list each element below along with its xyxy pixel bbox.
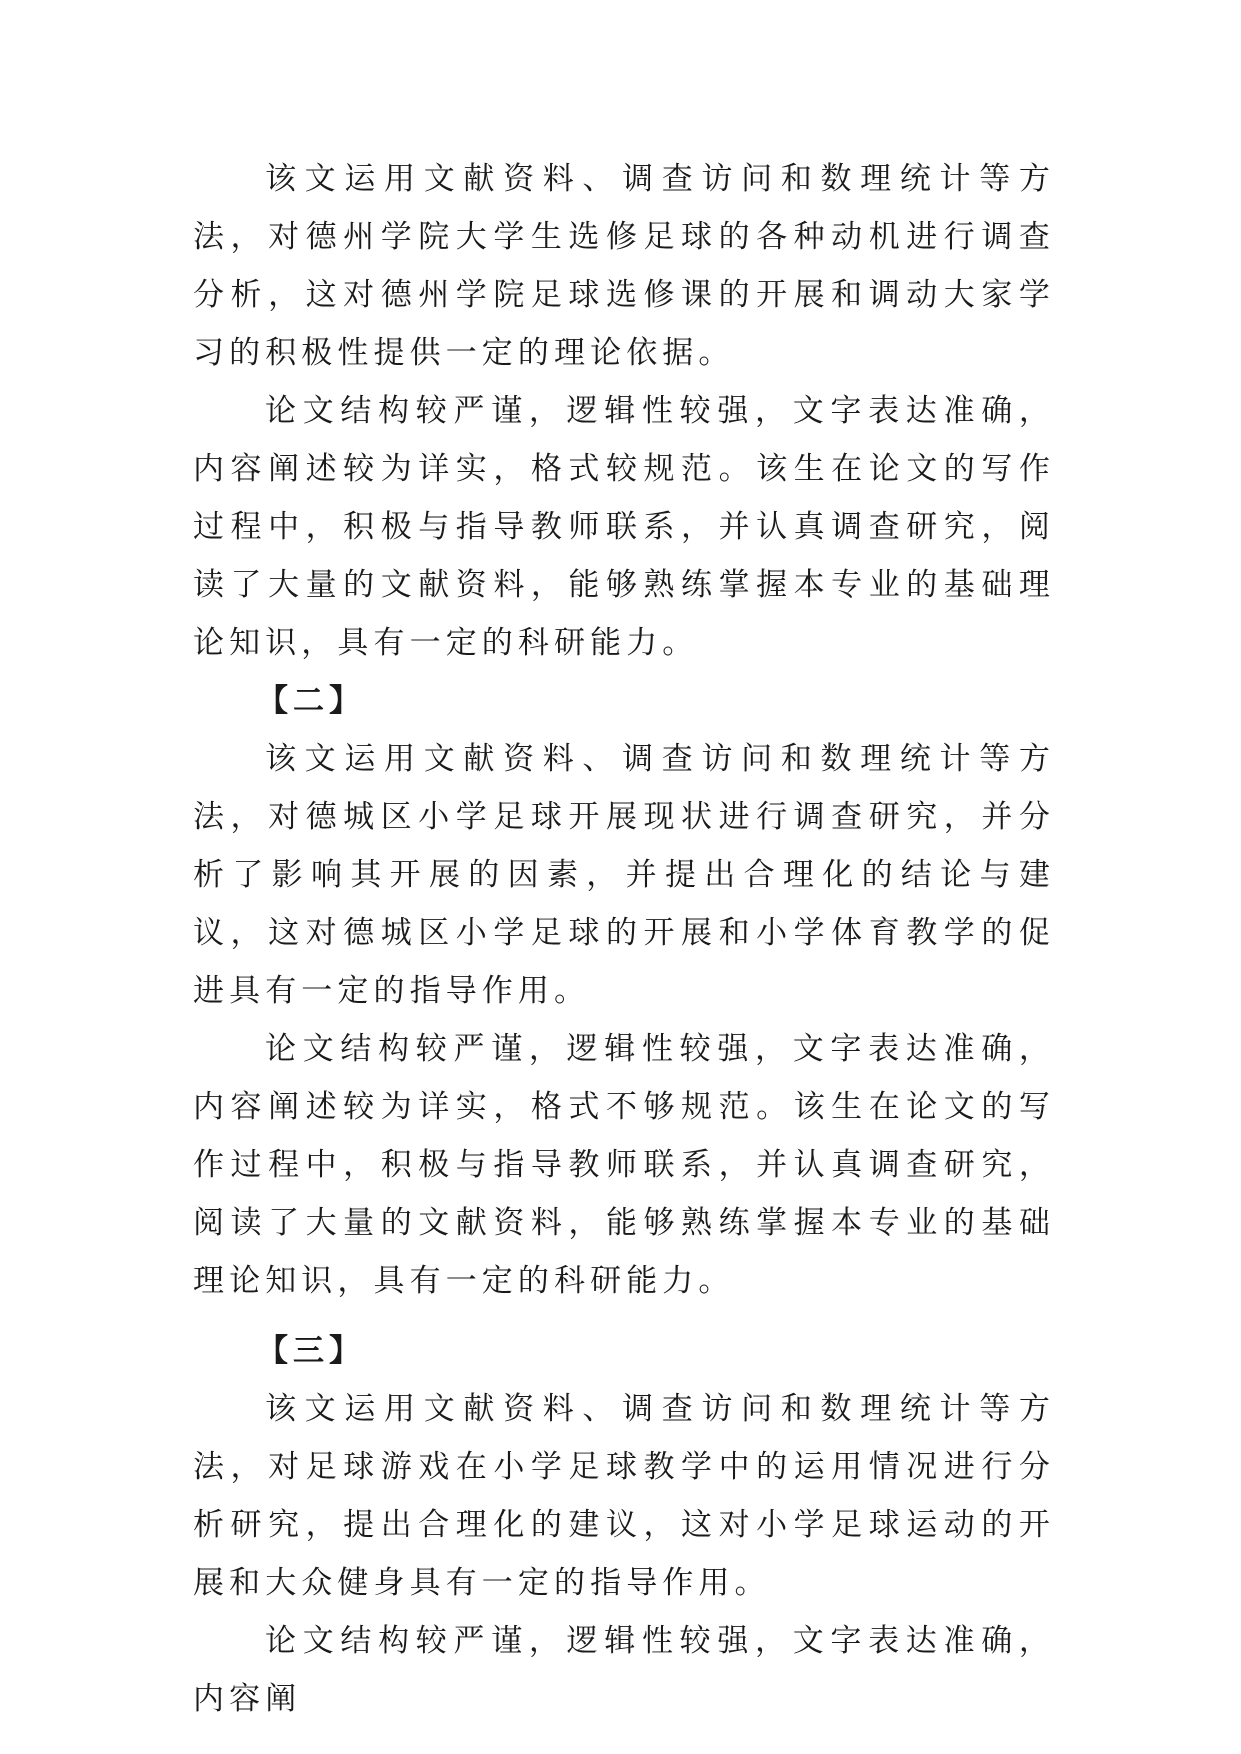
paragraph-2: 论文结构较严谨，逻辑性较强，文字表达准确，内容阐述较为详实，格式较规范。该生在论文的写作过程中，积极与指导教师联系，并认真调查研究，阅读了大量的文献资料，能够熟练掌握本专业的基础理论知识，具有一定的科研能力。 bbox=[193, 393, 1055, 661]
section-heading-3: 【三】 bbox=[257, 1333, 365, 1369]
document-page bbox=[193, 150, 1055, 1728]
paragraph-4: 论文结构较严谨，逻辑性较强，文字表达准确，内容阐述较为详实，格式不够规范。该生在论文的写作过程中，积极与指导教师联系，并认真调查研究，阅读了大量的文献资料，能够熟练掌握本专业的基础理论知识，具有一定的科研能力。 bbox=[193, 1031, 1055, 1299]
paragraph-5: 该文运用文献资料、调查访问和数理统计等方法，对足球游戏在小学足球教学中的运用情况进行分析研究，提出合理化的建议，这对小学足球运动的开展和大众健身具有一定的指导作用。 bbox=[193, 1391, 1055, 1601]
section-heading-2: 【二】 bbox=[257, 683, 365, 719]
paragraph-3: 该文运用文献资料、调查访问和数理统计等方法，对德城区小学足球开展现状进行调查研究，并分析了影响其开展的因素，并提出合理化的结论与建议，这对德城区小学足球的开展和小学体育教学的促进具有一定的指导作用。 bbox=[193, 741, 1055, 1009]
paragraph-6: 论文结构较严谨，逻辑性较强，文字表达准确，内容阐 bbox=[193, 1623, 1055, 1717]
paragraph-1: 该文运用文献资料、调查访问和数理统计等方法，对德州学院大学生选修足球的各种动机进行调查分析，这对德州学院足球选修课的开展和调动大家学习的积极性提供一定的理论依据。 bbox=[193, 161, 1055, 371]
spacer bbox=[193, 1310, 1055, 1322]
